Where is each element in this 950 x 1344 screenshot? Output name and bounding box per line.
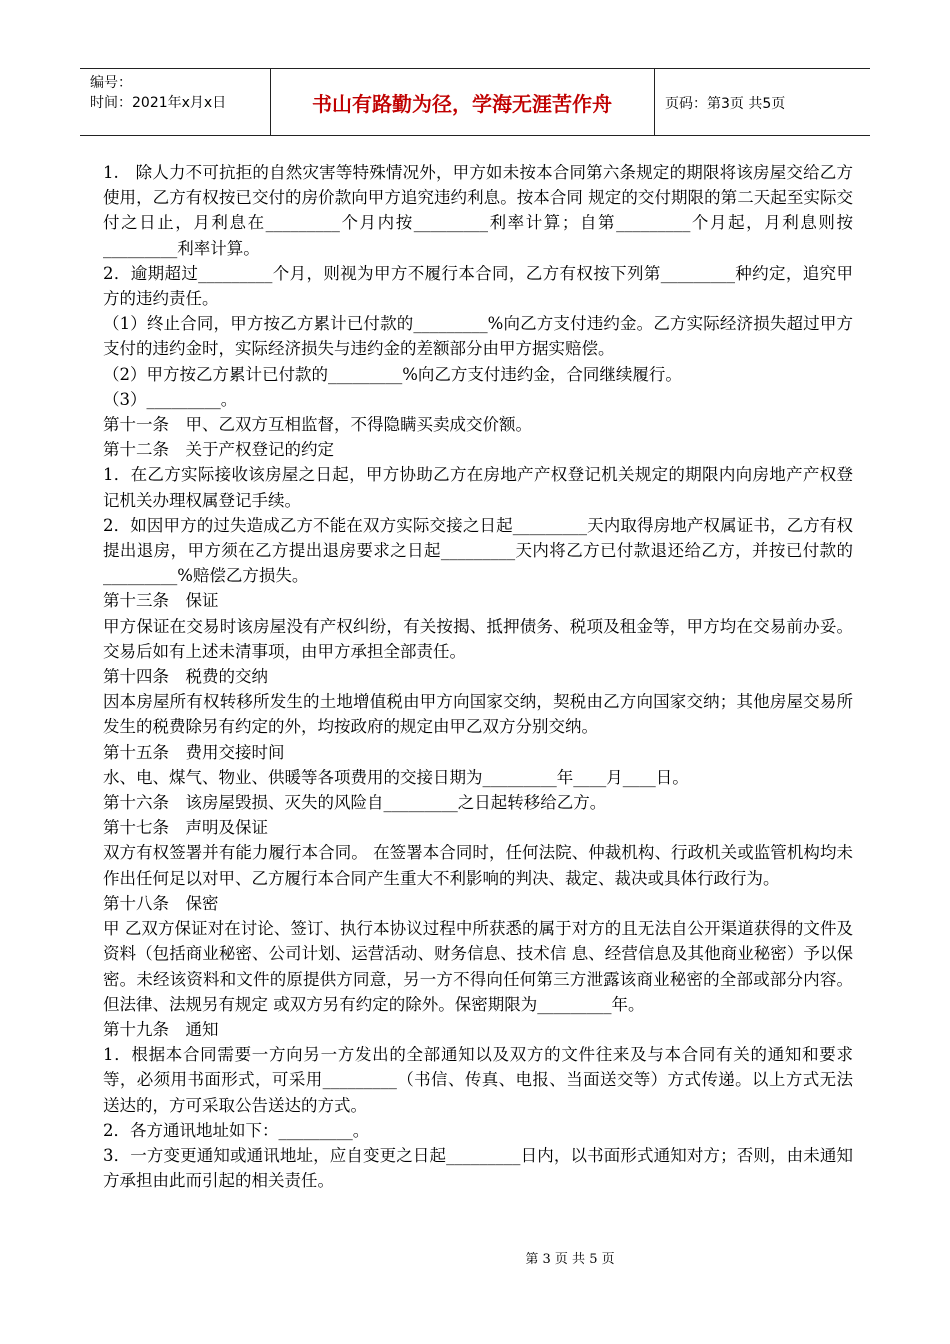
contract-body: [103, 160, 853, 1193]
contract-paragraph: 第十九条 通知: [103, 1019, 219, 1039]
contract-paragraph: 第十一条 甲、乙双方互相监督，不得隐瞒买卖成交价额。: [103, 415, 532, 435]
contract-paragraph: 1．根据本合同需要一方向另一方发出的全部通知以及双方的文件往来及与本合同有关的通知和要求等，必须用书面形式，可采用_________（书信、传真、电报、当面送交等）方式传递。以上方式无法送达的，方可采取公告送达的方式。: [103, 1045, 853, 1115]
contract-paragraph: 2．逾期超过_________个月，则视为甲方不履行本合同，乙方有权按下列第_________种约定，追究甲方的违约责任。: [103, 263, 853, 309]
contract-paragraph: 3．一方变更通知或通讯地址，应自变更之日起_________日内，以书面形式通知对方；否则，由未通知方承担由此而引起的相关责任。: [103, 1145, 853, 1191]
contract-paragraph: 第十三条 保证: [103, 591, 219, 611]
contract-paragraph: 第十七条 声明及保证: [103, 818, 268, 838]
contract-paragraph: 1. 除人力不可抗拒的自然灾害等特殊情况外，甲方如未按本合同第六条规定的期限将该房屋交给乙方使用，乙方有权按已交付的房价款向甲方追究违约利息。按本合同 规定的交付期限的第二天起至实际交付之日止，月利息在_________个月内按_________利率计算；自第_________个月起，月利息则按 _________利率计算。: [103, 163, 853, 258]
header-divider: [654, 69, 655, 135]
page-footer: 第 3 页 共 5 页: [525, 1252, 615, 1267]
contract-paragraph: 第十八条 保密: [103, 893, 219, 913]
contract-paragraph: 水、电、煤气、物业、供暖等各项费用的交接日期为_________年____月____日。: [103, 767, 689, 787]
contract-paragraph: （2）甲方按乙方累计已付款的_________%向乙方支付违约金，合同继续履行。: [103, 364, 682, 384]
contract-paragraph: 第十四条 税费的交纳: [103, 667, 268, 687]
contract-paragraph: 第十六条 该房屋毁损、灭失的风险自_________之日起转移给乙方。: [103, 793, 607, 813]
page-header: [80, 68, 870, 136]
contract-paragraph: 第十二条 关于产权登记的约定: [103, 440, 334, 460]
header-meta: [90, 73, 226, 113]
header-page-info: 页码：第3页 共5页: [665, 96, 786, 112]
contract-paragraph: 甲方保证在交易时该房屋没有产权纠纷，有关按揭、抵押债务、税项及租金等，甲方均在交易前办妥。交易后如有上述未清事项，由甲方承担全部责任。: [103, 616, 853, 661]
contract-paragraph: （1）终止合同，甲方按乙方累计已付款的_________%向乙方支付违约金。乙方实际经济损失超过甲方支付的违约金时，实际经济损失与违约金的差额部分由甲方据实赔偿。: [103, 314, 853, 359]
contract-paragraph: 2．各方通讯地址如下：_________。: [103, 1120, 370, 1140]
document-date-label: 时间：2021年x月x日: [90, 95, 227, 111]
contract-paragraph: 第十五条 费用交接时间: [103, 742, 285, 762]
contract-paragraph: 2．如因甲方的过失造成乙方不能在双方实际交接之日起_________天内取得房地产权属证书，乙方有权提出退房，甲方须在乙方提出退房要求之日起_________天内将乙方已付款退还给乙方，并按已付款的_________%赔偿乙方损失。: [103, 515, 853, 586]
contract-paragraph: 1．在乙方实际接收该房屋之日起，甲方协助乙方在房地产产权登记机关规定的期限内向房地产产权登记机关办理权属登记手续。: [103, 465, 853, 510]
document-number-label: 编号：: [90, 75, 132, 91]
header-motto: 书山有路勤为径，学海无涯苦作舟: [312, 91, 612, 116]
contract-paragraph: 因本房屋所有权转移所发生的土地增值税由甲方向国家交纳，契税由乙方向国家交纳；其他房屋交易所发生的税费除另有约定的外，均按政府的规定由甲乙双方分别交纳。: [103, 692, 853, 737]
contract-paragraph: （3）_________。: [103, 389, 238, 409]
contract-paragraph: 双方有权签署并有能力履行本合同。 在签署本合同时，任何法院、仲裁机构、行政机关或监管机构均未作出任何足以对甲、乙方履行本合同产生重大不利影响的判决、裁定、裁决或具体行政行为。: [103, 843, 853, 888]
contract-paragraph: 甲 乙双方保证对在讨论、签订、执行本协议过程中所获悉的属于对方的且无法自公开渠道获得的文件及资料（包括商业秘密、公司计划、运营活动、财务信息、技术信 息、经营信息及其他商业秘密）予以保密。未经该资料和文件的原提供方同意，另一方不得向任何第三方泄露该商业秘密的全部或部分内容。但法律、法规另有规定 或双方另有约定的除外。保密期限为_________年。: [103, 919, 853, 1014]
